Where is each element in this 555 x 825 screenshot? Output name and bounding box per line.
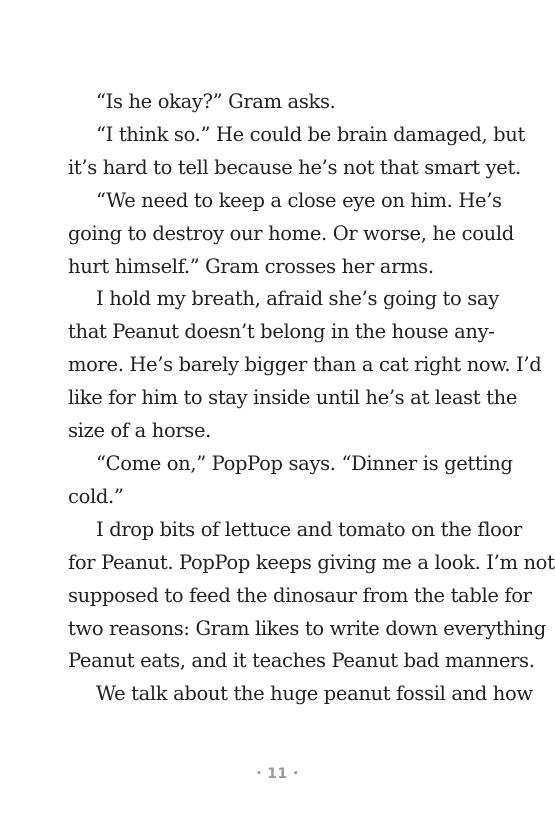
text-line: for Peanut. PopPop keeps giving me a look. I’m not xyxy=(68,550,555,574)
folio-dot-left: • xyxy=(255,769,263,779)
page-number-text: 11 xyxy=(267,766,288,782)
page-number xyxy=(0,766,555,782)
text-line: We talk about the huge peanut fossil and how xyxy=(96,682,533,706)
text-line: hurt himself.” Gram crosses her arms. xyxy=(68,254,434,278)
text-line: size of a horse. xyxy=(68,419,212,443)
text-line: two reasons: Gram likes to write down everything xyxy=(68,616,546,640)
text-line: “Is he okay?” Gram asks. xyxy=(96,90,336,113)
text-line: supposed to feed the dinosaur from the table for xyxy=(68,583,532,607)
text-line: “Come on,” PopPop says. “Dinner is getting xyxy=(96,451,513,475)
folio-dot-right: • xyxy=(292,769,299,779)
text-line: like for him to stay inside until he’s at least the xyxy=(68,386,518,410)
text-line: more. He’s barely bigger than a cat right now. I’d xyxy=(68,353,542,377)
text-line: cold.” xyxy=(68,484,124,508)
text-line: that Peanut doesn’t belong in the house any- xyxy=(68,320,495,344)
text-line: it’s hard to tell because he’s not that smart yet. xyxy=(68,155,521,179)
text-line: “We need to keep a close eye on him. He’s xyxy=(96,188,502,212)
text-line: I hold my breath, afraid she’s going to say xyxy=(96,287,499,311)
text-line: going to destroy our home. Or worse, he could xyxy=(68,221,514,245)
text-line: Peanut eats, and it teaches Peanut bad manners. xyxy=(68,649,535,673)
text-line: “I think so.” He could be brain damaged, but xyxy=(96,122,525,146)
page-body xyxy=(68,86,555,711)
text-line: I drop bits of lettuce and tomato on the floor xyxy=(96,517,522,541)
